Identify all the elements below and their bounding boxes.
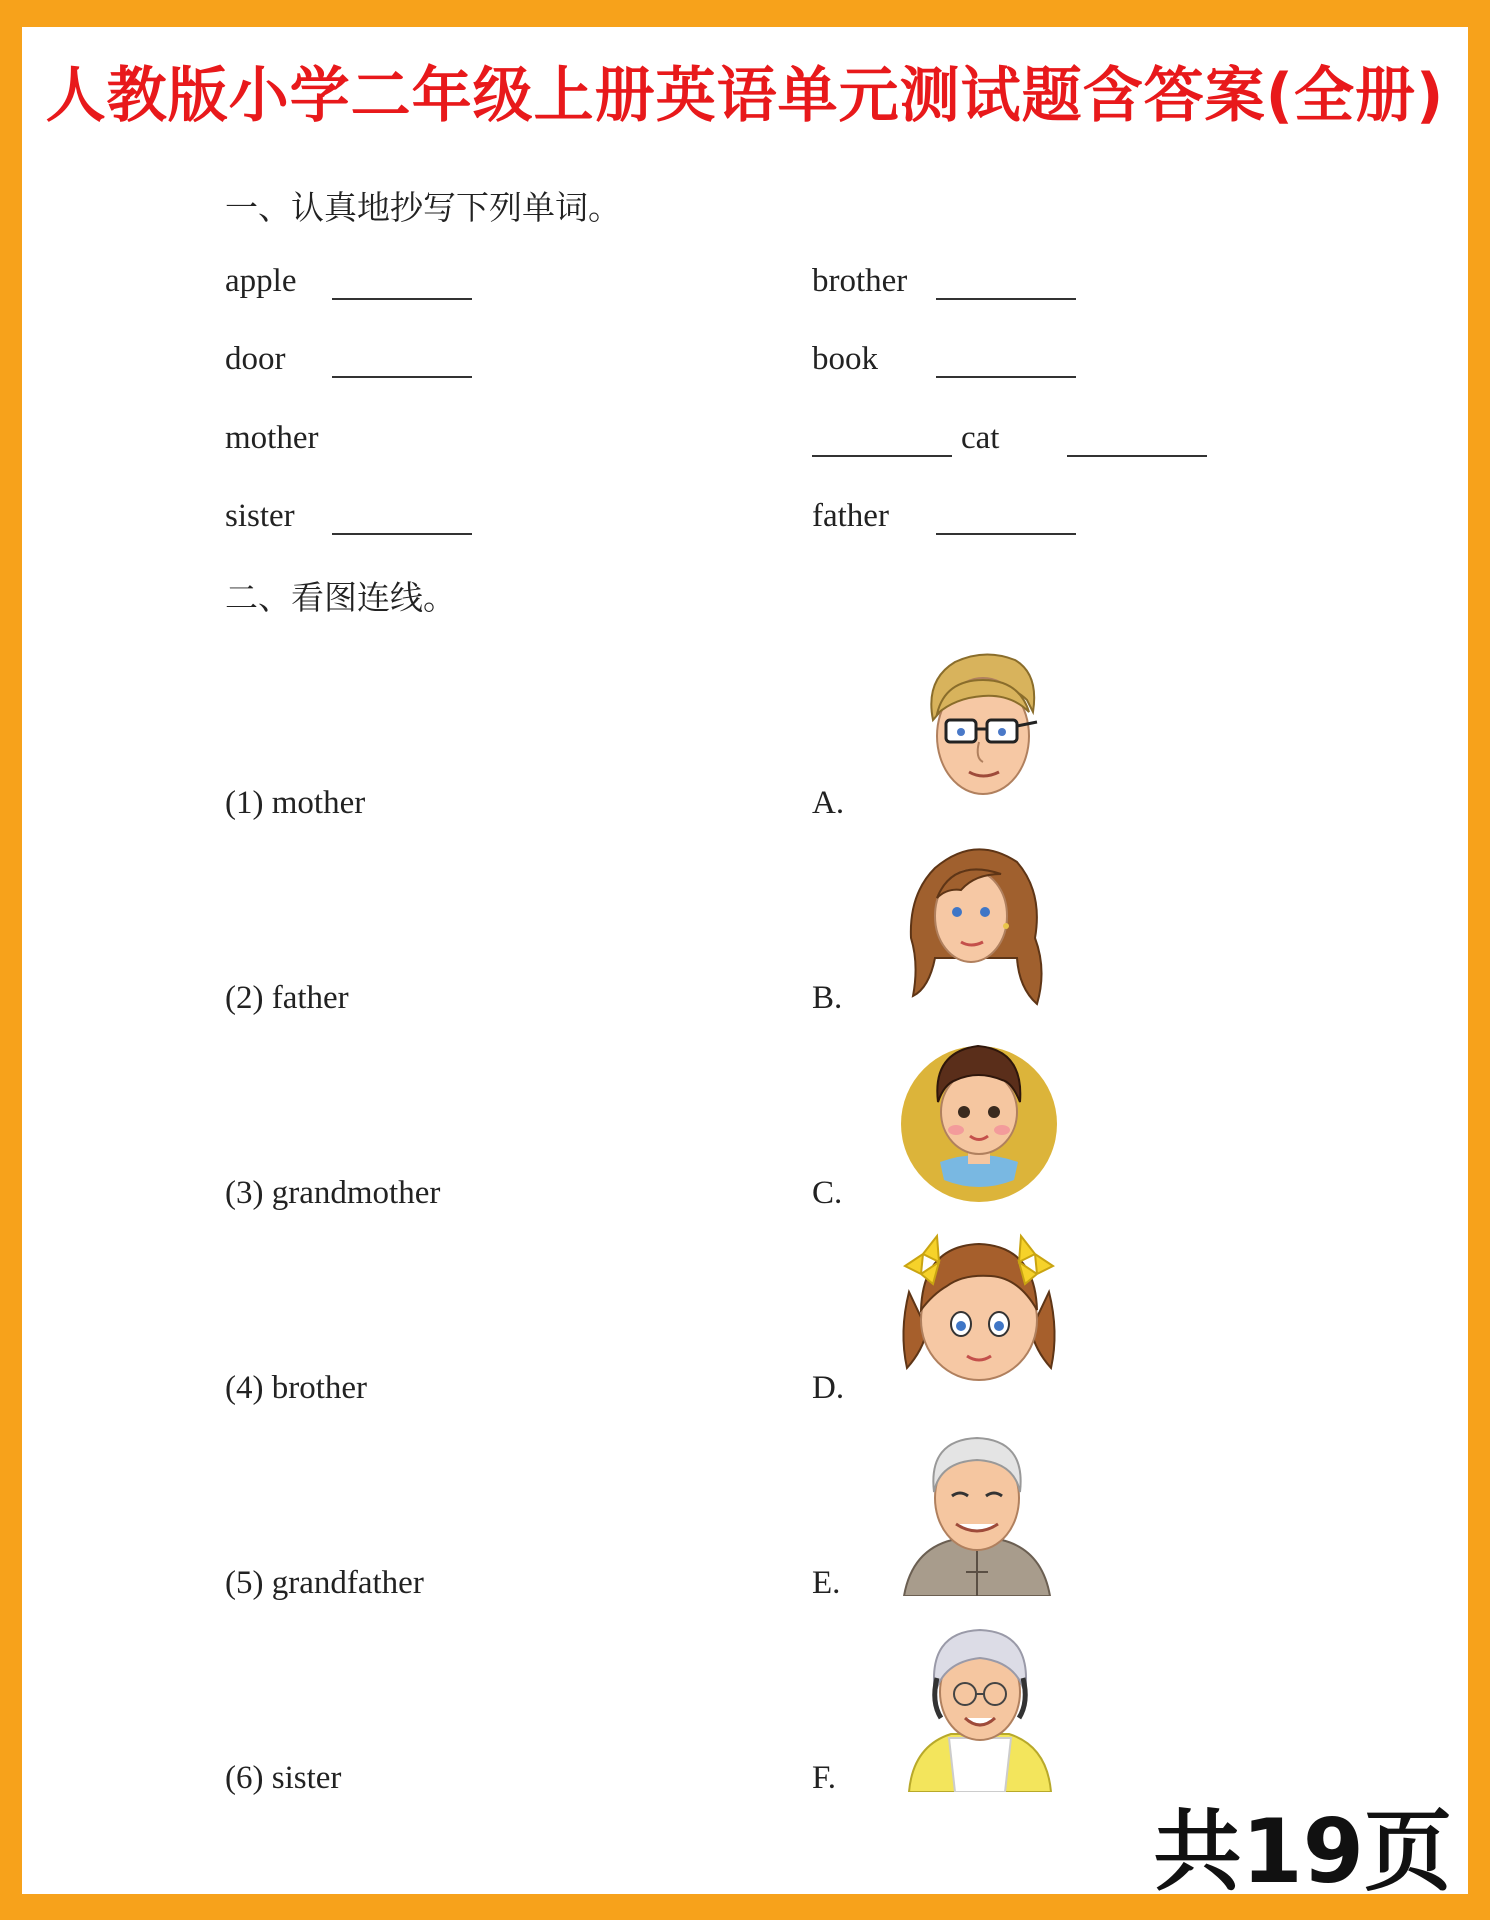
word-apple: apple (225, 263, 297, 299)
match-item-3[interactable]: (3) grandmother (225, 1175, 441, 1211)
grandfather-picture[interactable] (898, 1432, 1056, 1596)
word-father: father (812, 498, 889, 534)
match-item-2[interactable]: (2) father (225, 980, 349, 1016)
word-mother: mother (225, 420, 319, 456)
mother-picture[interactable] (905, 838, 1050, 1010)
section-1-heading: 一、认真地抄写下列单词。 (225, 191, 621, 227)
word-sister: sister (225, 498, 295, 534)
answer-blank[interactable] (332, 376, 472, 378)
answer-blank[interactable] (936, 376, 1076, 378)
match-item-6[interactable]: (6) sister (225, 1760, 342, 1796)
word-cat: cat (961, 420, 1000, 456)
option-letter-e: E. (812, 1565, 841, 1601)
option-letter-b: B. (812, 980, 843, 1016)
page-count-label: 共19页 (1153, 1800, 1452, 1903)
page-title: 人教版小学二年级上册英语单元测试题含答案(全册) (45, 61, 1445, 131)
grandmother-picture[interactable] (905, 1622, 1055, 1792)
option-letter-d: D. (812, 1370, 845, 1406)
answer-blank[interactable] (936, 533, 1076, 535)
option-letter-a: A. (812, 785, 845, 821)
option-letter-c: C. (812, 1175, 843, 1211)
father-picture[interactable] (915, 650, 1050, 802)
match-item-4[interactable]: (4) brother (225, 1370, 368, 1406)
section-2-heading: 二、看图连线。 (225, 581, 456, 617)
word-brother: brother (812, 263, 908, 299)
worksheet-page (22, 27, 1468, 1894)
sister-picture[interactable] (893, 1232, 1065, 1388)
match-item-5[interactable]: (5) grandfather (225, 1565, 424, 1601)
answer-blank[interactable] (812, 455, 952, 457)
answer-blank[interactable] (332, 533, 472, 535)
option-letter-f: F. (812, 1760, 836, 1796)
match-item-1[interactable]: (1) mother (225, 785, 366, 821)
word-door: door (225, 341, 286, 377)
answer-blank[interactable] (936, 298, 1076, 300)
answer-blank[interactable] (332, 298, 472, 300)
brother-picture[interactable] (898, 1030, 1060, 1202)
answer-blank[interactable] (1067, 455, 1207, 457)
word-book: book (812, 341, 878, 377)
